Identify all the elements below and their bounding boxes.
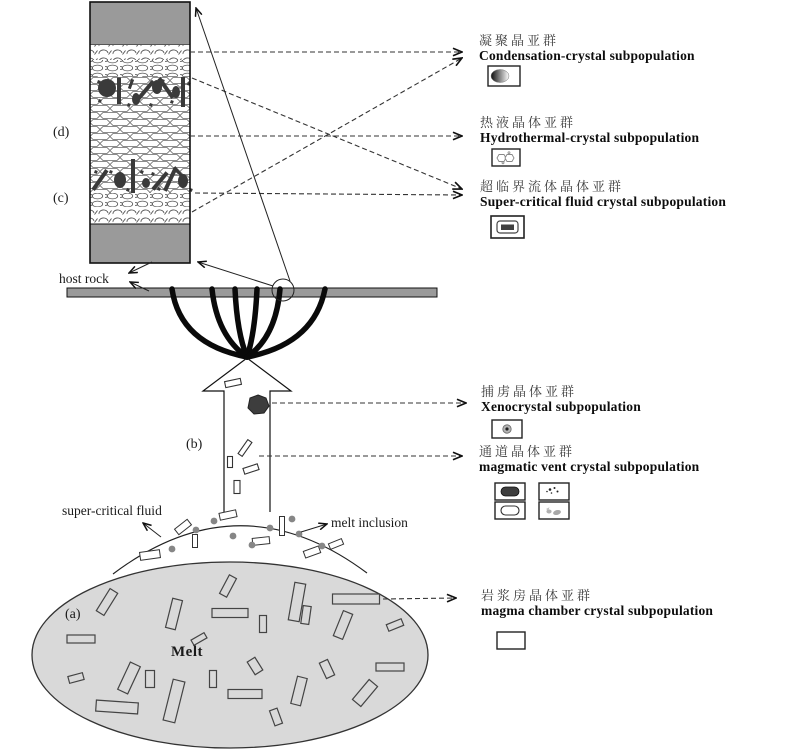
alteration-column [90,2,193,263]
hydrothermal-legend-icon [492,149,520,166]
crystal-shape [280,517,285,536]
feeder-dike-curves [172,289,325,357]
xenocryst-shape [248,395,269,414]
crystal-shape [228,690,262,699]
crystal-shape [333,594,380,604]
crystal-shape [193,535,198,548]
legend-hydrothermal-en: Hydrothermal-crystal subpopulation [480,130,700,145]
melt-inclusion-dot [267,525,274,532]
crystal-shape [132,93,140,105]
melt-inclusion-label: melt inclusion [331,515,408,530]
legend-supercritical-en: Super-critical fluid crystal subpopulation [480,194,727,209]
crystal-shape [131,159,135,193]
legend-magma-chamber-zh: 岩浆房晶体亚群 [481,588,594,603]
legend-hydrothermal-zh: 热液晶体亚群 [480,115,577,130]
vent-arrow [203,358,291,512]
condensation-legend-icon [488,66,520,86]
crystal-shape [212,609,248,618]
crystal-shape [175,519,192,534]
legend-magma-chamber-en: magma chamber crystal subpopulation [481,603,714,618]
super-critical-fluid-label: super-critical fluid [62,503,162,518]
crystal-shape [328,539,343,550]
melt-inclusion-dot [249,542,256,549]
crystal-shape [228,457,233,468]
crystal-shape [152,80,162,94]
legend-condensation-zh: 凝聚晶亚群 [479,33,560,48]
legend-hydrothermal [480,115,699,146]
panel-label-a: (a) [65,607,81,622]
crystal-shape [376,663,404,671]
crystal-shape [234,481,240,494]
crystal-shape [178,174,188,188]
melt-label: Melt [171,644,203,660]
crystal-shape [67,635,95,643]
legend-vent-zh: 通道晶体亚群 [479,444,576,459]
legend-vent [479,444,699,475]
panel-label-b: (b) [186,437,203,452]
crystal-shape [210,671,217,688]
crystal-shape [114,172,126,188]
crystal-shape [146,671,155,688]
vent-legend-icons [495,483,569,519]
legend-xenocryst-zh: 捕虏晶体亚群 [481,384,578,399]
panel-label-c: (c) [53,191,69,206]
sill-bar [67,288,437,297]
legend-magma-chamber [481,588,713,619]
crystal-shape [96,700,139,714]
melt-inclusion-dot [193,527,200,534]
crystal-shape [219,510,237,520]
legend-xenocryst [481,384,641,415]
melt-inclusion-dot [230,533,237,540]
melt-inclusion-dot [289,516,296,523]
crystal-shape [172,86,180,98]
supercritical-legend-icon [491,216,524,238]
crystal-shape [260,616,267,633]
panel-label-d: (d) [53,125,70,140]
crystal-shape [142,178,150,188]
crystal-shape [301,606,311,625]
melt-inclusion-dot [169,546,176,553]
host-rock-label: host rock [59,271,109,286]
melt-inclusion-dot [319,543,326,550]
crystal-shape [117,78,121,105]
melt-inclusion-dot [211,518,218,525]
legend-condensation-en: Condensation-crystal subpopulation [479,48,695,63]
legend-supercritical-zh: 超临界流体晶体亚群 [480,179,625,194]
crystal-shape [181,77,185,107]
xenocryst-legend-icon [492,420,522,438]
legend-vent-en: magmatic vent crystal subpopulation [479,459,700,474]
legend-xenocryst-en: Xenocrystal subpopulation [481,399,641,414]
magma-chamber-legend-icon [497,632,525,649]
legend-supercritical [480,179,726,210]
legend-condensation [479,33,695,64]
crystal-shape [98,79,116,97]
